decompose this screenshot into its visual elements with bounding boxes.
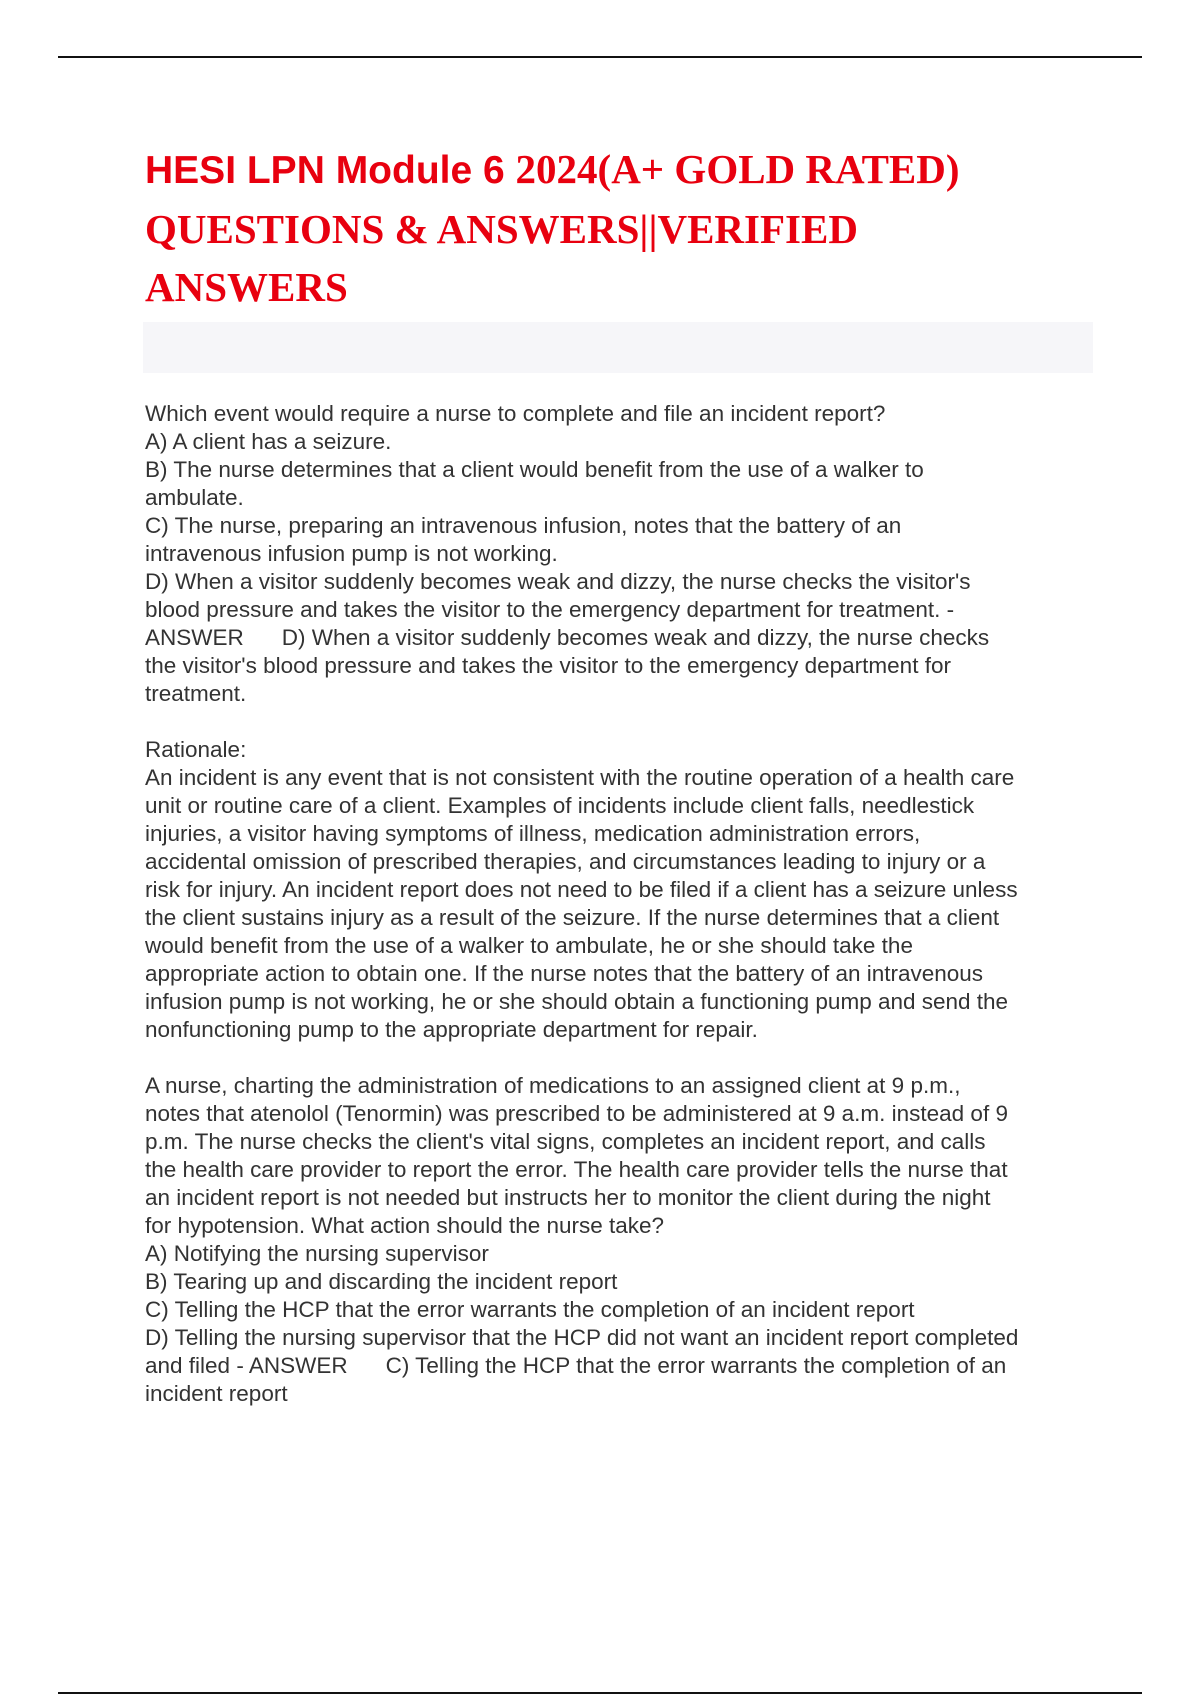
q2-line: an incident report is not needed but instructs her to monitor the client during the night: [145, 1185, 991, 1210]
rationale-line: nonfunctioning pump to the appropriate department for repair.: [145, 1017, 758, 1042]
q2-line: B) Tearing up and discarding the incident report: [145, 1269, 618, 1294]
q1-line: D) When a visitor suddenly becomes weak and dizzy, the nurse checks the visitor's: [145, 569, 971, 594]
q2-answer-prefix: and filed - ANSWER: [145, 1353, 348, 1378]
q1-line: C) The nurse, preparing an intravenous infusion, notes that the battery of an: [145, 513, 902, 538]
gray-banner: [143, 322, 1093, 373]
rationale-line: unit or routine care of a client. Examples of incidents include client falls, needlestick: [145, 793, 975, 818]
q2-line: the health care provider to report the error. The health care provider tells the nurse that: [145, 1157, 1008, 1182]
q2-answer-line: incident report: [145, 1381, 288, 1406]
rationale-line: would benefit from the use of a walker to ambulate, he or she should take the: [145, 933, 913, 958]
q2-answer-line: [145, 1352, 1095, 1380]
question-1: [145, 400, 1095, 708]
q1-line: intravenous infusion pump is not working.: [145, 541, 558, 566]
q2-line: A nurse, charting the administration of medications to an assigned client at 9 p.m.,: [145, 1073, 961, 1098]
q1-line: blood pressure and takes the visitor to the emergency department for treatment. -: [145, 597, 955, 622]
q1-answer-line: [145, 624, 1095, 652]
title-line-1-serif-part: 2024(A+ GOLD RATED): [515, 146, 960, 192]
q2-line: C) Telling the HCP that the error warrants the completion of an incident report: [145, 1297, 915, 1322]
q1-answer-line: treatment.: [145, 681, 247, 706]
rationale-heading: Rationale:: [145, 737, 247, 762]
rationale-line: accidental omission of prescribed therapies, and circumstances leading to injury or a: [145, 849, 986, 874]
rationale-section: [145, 736, 1095, 1044]
q1-answer-line: the visitor's blood pressure and takes the visitor to the emergency department for: [145, 653, 951, 678]
q2-line: notes that atenolol (Tenormin) was prescribed to be administered at 9 a.m. instead of 9: [145, 1101, 1008, 1126]
top-rule: [58, 56, 1142, 58]
rationale-line: risk for injury. An incident report does not need to be filed if a client has a seizure unless: [145, 877, 1018, 902]
rationale-line: injuries, a visitor having symptoms of illness, medication administration errors,: [145, 821, 921, 846]
rationale-line: the client sustains injury as a result of the seizure. If the nurse determines that a client: [145, 905, 1000, 930]
q2-line: p.m. The nurse checks the client's vital signs, completes an incident report, and calls: [145, 1129, 986, 1154]
q1-line: B) The nurse determines that a client would benefit from the use of a walker to: [145, 457, 924, 482]
title-line-3: ANSWERS: [145, 264, 348, 310]
rationale-line: infusion pump is not working, he or she should obtain a functioning pump and send the: [145, 989, 1009, 1014]
q2-answer-text: C) Telling the HCP that the error warrants the completion of an: [385, 1353, 1007, 1378]
question-2: [145, 1072, 1095, 1408]
q2-line: for hypotension. What action should the nurse take?: [145, 1213, 665, 1238]
q1-line: Which event would require a nurse to complete and file an incident report?: [145, 401, 886, 426]
q1-line: A) A client has a seizure.: [145, 429, 392, 454]
q1-line: ambulate.: [145, 485, 244, 510]
q1-answer-text: D) When a visitor suddenly becomes weak and dizzy, the nurse checks: [281, 625, 990, 650]
title-line-1: [145, 140, 1065, 200]
rationale-line: appropriate action to obtain one. If the nurse notes that the battery of an intravenous: [145, 961, 984, 986]
q1-answer-label: ANSWER: [145, 625, 244, 650]
q2-line: A) Notifying the nursing supervisor: [145, 1241, 489, 1266]
rationale-line: An incident is any event that is not consistent with the routine operation of a health care: [145, 765, 1015, 790]
document-body: [145, 400, 1095, 1408]
title-line-1-sans-part: HESI LPN Module 6: [145, 149, 516, 192]
bottom-rule: [58, 1692, 1142, 1694]
title-line-2: QUESTIONS & ANSWERS||VERIFIED: [145, 206, 858, 252]
document-title: [145, 140, 1065, 316]
q2-line: D) Telling the nursing supervisor that the HCP did not want an incident report completed: [145, 1325, 1019, 1350]
